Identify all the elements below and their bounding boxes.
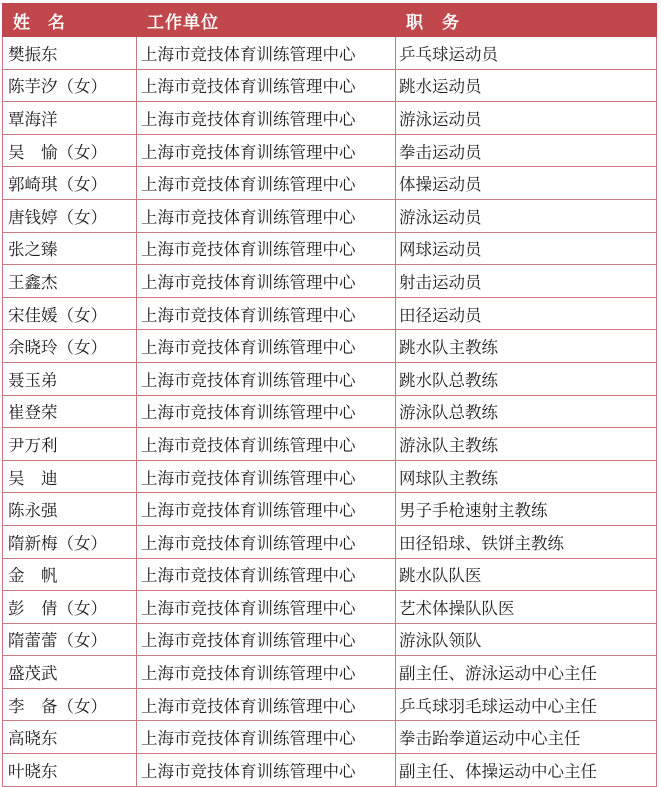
cell-role: 网球队主教练	[396, 460, 657, 493]
table-row	[3, 428, 657, 461]
table-row	[3, 199, 657, 232]
table-row	[3, 297, 657, 330]
cell-role: 跳水队总教练	[396, 362, 657, 395]
cell-unit: 上海市竞技体育训练管理中心	[137, 591, 396, 624]
cell-unit: 上海市竞技体育训练管理中心	[137, 754, 396, 787]
cell-role: 游泳队领队	[396, 623, 657, 656]
cell-role: 跳水队队医	[396, 558, 657, 591]
cell-role: 艺术体操队队医	[396, 591, 657, 624]
cell-name: 李 备（女）	[3, 688, 137, 721]
cell-unit: 上海市竞技体育训练管理中心	[137, 102, 396, 135]
cell-name: 隋新梅（女）	[3, 525, 137, 558]
table-body	[3, 37, 657, 787]
table-row	[3, 69, 657, 102]
cell-role: 游泳队总教练	[396, 395, 657, 428]
header-unit: 工作单位	[137, 4, 396, 37]
cell-unit: 上海市竞技体育训练管理中心	[137, 265, 396, 298]
cell-name: 陈芋汐（女）	[3, 69, 137, 102]
cell-name: 隋蕾蕾（女）	[3, 623, 137, 656]
cell-role: 拳击跆拳道运动中心主任	[396, 721, 657, 754]
cell-name: 郭崎琪（女）	[3, 167, 137, 200]
cell-unit: 上海市竞技体育训练管理中心	[137, 721, 396, 754]
cell-name: 彭 倩（女）	[3, 591, 137, 624]
cell-unit: 上海市竞技体育训练管理中心	[137, 656, 396, 689]
table-row	[3, 362, 657, 395]
cell-name: 唐钱婷（女）	[3, 199, 137, 232]
cell-unit: 上海市竞技体育训练管理中心	[137, 69, 396, 102]
table-row	[3, 330, 657, 363]
header-role: 职 务	[396, 4, 657, 37]
cell-unit: 上海市竞技体育训练管理中心	[137, 688, 396, 721]
table-row	[3, 493, 657, 526]
table-row	[3, 525, 657, 558]
table-row	[3, 558, 657, 591]
cell-unit: 上海市竞技体育训练管理中心	[137, 460, 396, 493]
cell-name: 余晓玲（女）	[3, 330, 137, 363]
cell-role: 射击运动员	[396, 265, 657, 298]
personnel-table	[2, 3, 657, 787]
cell-unit: 上海市竞技体育训练管理中心	[137, 330, 396, 363]
table-row	[3, 754, 657, 787]
cell-name: 盛茂武	[3, 656, 137, 689]
cell-role: 网球运动员	[396, 232, 657, 265]
table-row	[3, 591, 657, 624]
cell-role: 体操运动员	[396, 167, 657, 200]
table-row	[3, 395, 657, 428]
header-name: 姓 名	[3, 4, 137, 37]
table-row	[3, 167, 657, 200]
table-row	[3, 721, 657, 754]
cell-name: 王鑫杰	[3, 265, 137, 298]
cell-name: 陈永强	[3, 493, 137, 526]
cell-role: 田径运动员	[396, 297, 657, 330]
cell-name: 崔登荣	[3, 395, 137, 428]
cell-role: 跳水队主教练	[396, 330, 657, 363]
cell-role: 乒乓球运动员	[396, 37, 657, 70]
table-row	[3, 623, 657, 656]
cell-unit: 上海市竞技体育训练管理中心	[137, 134, 396, 167]
cell-unit: 上海市竞技体育训练管理中心	[137, 493, 396, 526]
cell-role: 副主任、游泳运动中心主任	[396, 656, 657, 689]
cell-unit: 上海市竞技体育训练管理中心	[137, 525, 396, 558]
table-row	[3, 102, 657, 135]
cell-role: 副主任、体操运动中心主任	[396, 754, 657, 787]
table-header-row	[3, 4, 657, 37]
table-row	[3, 134, 657, 167]
cell-unit: 上海市竞技体育训练管理中心	[137, 362, 396, 395]
cell-name: 聂玉弟	[3, 362, 137, 395]
table-row	[3, 232, 657, 265]
table-row	[3, 656, 657, 689]
cell-unit: 上海市竞技体育训练管理中心	[137, 232, 396, 265]
cell-unit: 上海市竞技体育训练管理中心	[137, 428, 396, 461]
cell-name: 张之臻	[3, 232, 137, 265]
cell-name: 宋佳媛（女）	[3, 297, 137, 330]
cell-name: 覃海洋	[3, 102, 137, 135]
cell-role: 乒乓球羽毛球运动中心主任	[396, 688, 657, 721]
cell-name: 吴 愉（女）	[3, 134, 137, 167]
cell-role: 游泳队主教练	[396, 428, 657, 461]
cell-unit: 上海市竞技体育训练管理中心	[137, 297, 396, 330]
cell-unit: 上海市竞技体育训练管理中心	[137, 558, 396, 591]
cell-role: 男子手枪速射主教练	[396, 493, 657, 526]
cell-role: 拳击运动员	[396, 134, 657, 167]
cell-name: 高晓东	[3, 721, 137, 754]
cell-name: 吴 迪	[3, 460, 137, 493]
table-row	[3, 688, 657, 721]
cell-unit: 上海市竞技体育训练管理中心	[137, 199, 396, 232]
table-row	[3, 37, 657, 70]
cell-role: 田径铅球、铁饼主教练	[396, 525, 657, 558]
cell-unit: 上海市竞技体育训练管理中心	[137, 167, 396, 200]
cell-unit: 上海市竞技体育训练管理中心	[137, 395, 396, 428]
cell-role: 跳水运动员	[396, 69, 657, 102]
cell-name: 金 帆	[3, 558, 137, 591]
cell-unit: 上海市竞技体育训练管理中心	[137, 623, 396, 656]
cell-name: 尹万利	[3, 428, 137, 461]
personnel-table-container	[2, 3, 656, 787]
cell-name: 叶晓东	[3, 754, 137, 787]
cell-name: 樊振东	[3, 37, 137, 70]
cell-role: 游泳运动员	[396, 199, 657, 232]
cell-unit: 上海市竞技体育训练管理中心	[137, 37, 396, 70]
table-row	[3, 460, 657, 493]
table-row	[3, 265, 657, 298]
cell-role: 游泳运动员	[396, 102, 657, 135]
